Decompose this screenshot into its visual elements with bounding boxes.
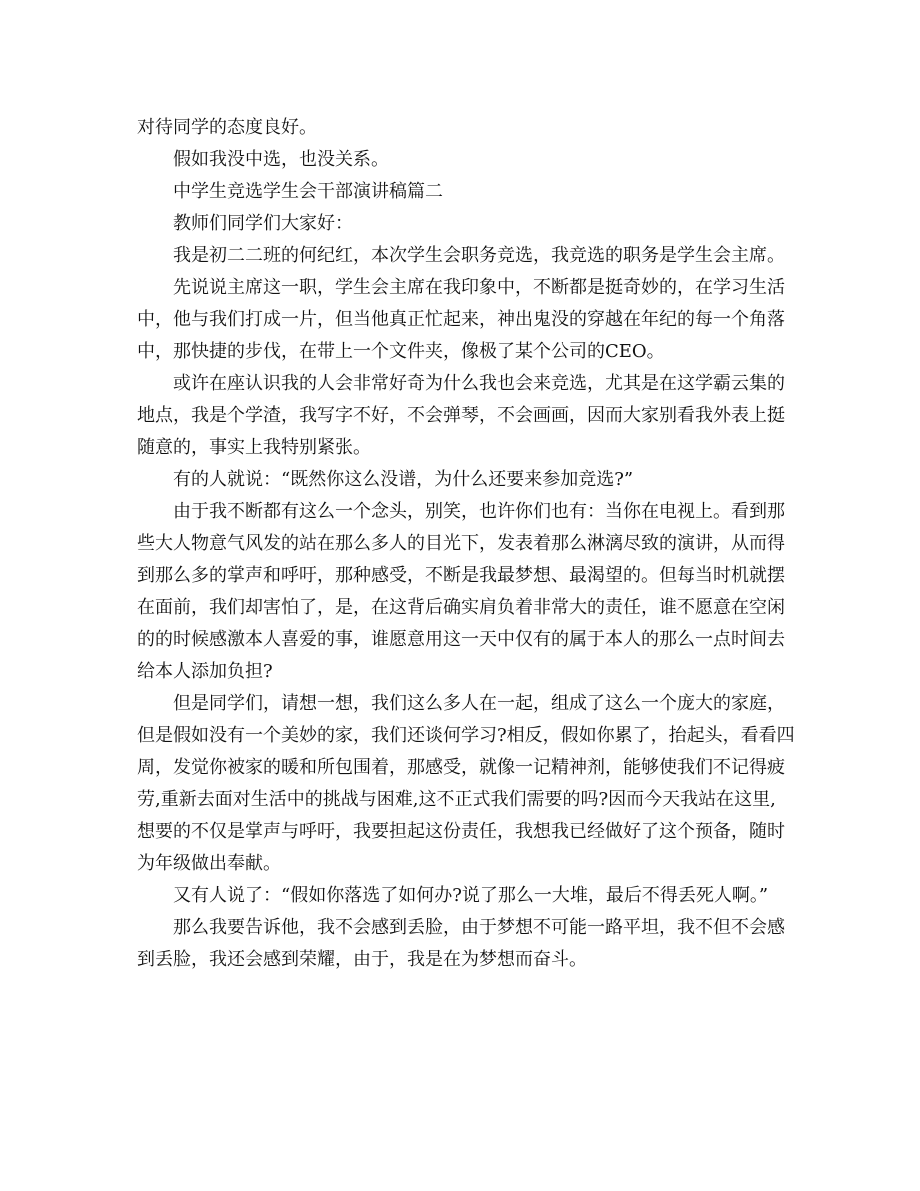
text-line: 对待同学的态度良好。 — [137, 117, 317, 138]
text-line: 在面前，我们却害怕了，是，在这背后确实肩负着非常大的责任，谁不愿意在空闲 — [137, 597, 785, 618]
paragraph — [137, 272, 785, 368]
paragraph — [137, 368, 785, 464]
paragraph — [137, 144, 785, 176]
paragraph — [137, 176, 785, 208]
text-line: 我是初二二班的何纪红，本次学生会职务竞选，我竞选的职务是学生会主席。 — [173, 245, 785, 266]
text-line: 中，那快捷的步伐，在带上一个文件夹，像极了某个公司的CEO。 — [137, 341, 665, 362]
text-line: 先说说主席这一职，学生会主席在我印象中，不断都是挺奇妙的，在学习生活 — [173, 277, 785, 298]
text-line: 但是同学们，请想一想，我们这么多人在一起，组成了这么一个庞大的家庭， — [173, 693, 785, 714]
text-line: 教师们同学们大家好： — [173, 213, 353, 234]
text-line: 想要的不仅是掌声与呼吁，我要担起这份责任，我想我已经做好了这个预备，随时 — [137, 821, 785, 842]
text-line: 随意的，事实上我特别紧张。 — [137, 437, 371, 458]
paragraph — [137, 880, 785, 912]
paragraph — [137, 688, 795, 880]
text-line: 有的人就说：“既然你这么没谱，为什么还要来参加竞选?” — [173, 469, 634, 490]
text-line: 到丢脸，我还会感到荣耀，由于，我是在为梦想而奋斗。 — [137, 949, 587, 970]
text-line: 那么我要告诉他，我不会感到丢脸，由于梦想不可能一路平坦，我不但不会感 — [173, 917, 785, 938]
paragraph — [137, 208, 785, 240]
text-line: 又有人说了：“假如你落选了如何办?说了那么一大堆，最后不得丢死人啊。” — [173, 885, 769, 906]
text-line: 周，发觉你被家的暖和所包围着，那感受，就像一记精神剂，能够使我们不记得疲 — [137, 757, 785, 778]
paragraph — [137, 496, 785, 688]
text-line: 中，他与我们打成一片，但当他真正忙起来，神出鬼没的穿越在年纪的每一个角落 — [137, 309, 785, 330]
paragraph — [137, 240, 785, 272]
document-body — [137, 112, 795, 976]
text-line: 劳,重新去面对生活中的挑战与困难,这不正式我们需要的吗?因而今天我站在这里, — [137, 789, 776, 810]
text-line: 中学生竞选学生会干部演讲稿篇二 — [173, 181, 443, 202]
text-line: 地点，我是个学渣，我写字不好，不会弹琴，不会画画，因而大家别看我外表上挺 — [137, 405, 785, 426]
text-line: 由于我不断都有这么一个念头，别笑，也许你们也有：当你在电视上。看到那 — [173, 501, 785, 522]
paragraph — [137, 912, 785, 976]
text-line: 给本人添加负担? — [137, 661, 273, 682]
text-line: 到那么多的掌声和呼吁，那种感受，不断是我最梦想、最渴望的。但每当时机就摆 — [137, 565, 785, 586]
text-line: 或许在座认识我的人会非常好奇为什么我也会来竞选，尤其是在这学霸云集的 — [173, 373, 785, 394]
text-line: 但是假如没有一个美妙的家，我们还谈何学习?相反，假如你累了，抬起头，看看四 — [137, 725, 795, 746]
text-line: 些大人物意气风发的站在那么多人的目光下，发表着那么淋漓尽致的演讲，从而得 — [137, 533, 785, 554]
text-line: 假如我没中选，也没关系。 — [173, 149, 389, 170]
text-line: 的的时候感激本人喜爱的事，谁愿意用这一天中仅有的属于本人的那么一点时间去 — [137, 629, 785, 650]
paragraph — [137, 112, 785, 144]
paragraph — [137, 464, 785, 496]
text-line: 为年级做出奉献。 — [137, 853, 281, 874]
